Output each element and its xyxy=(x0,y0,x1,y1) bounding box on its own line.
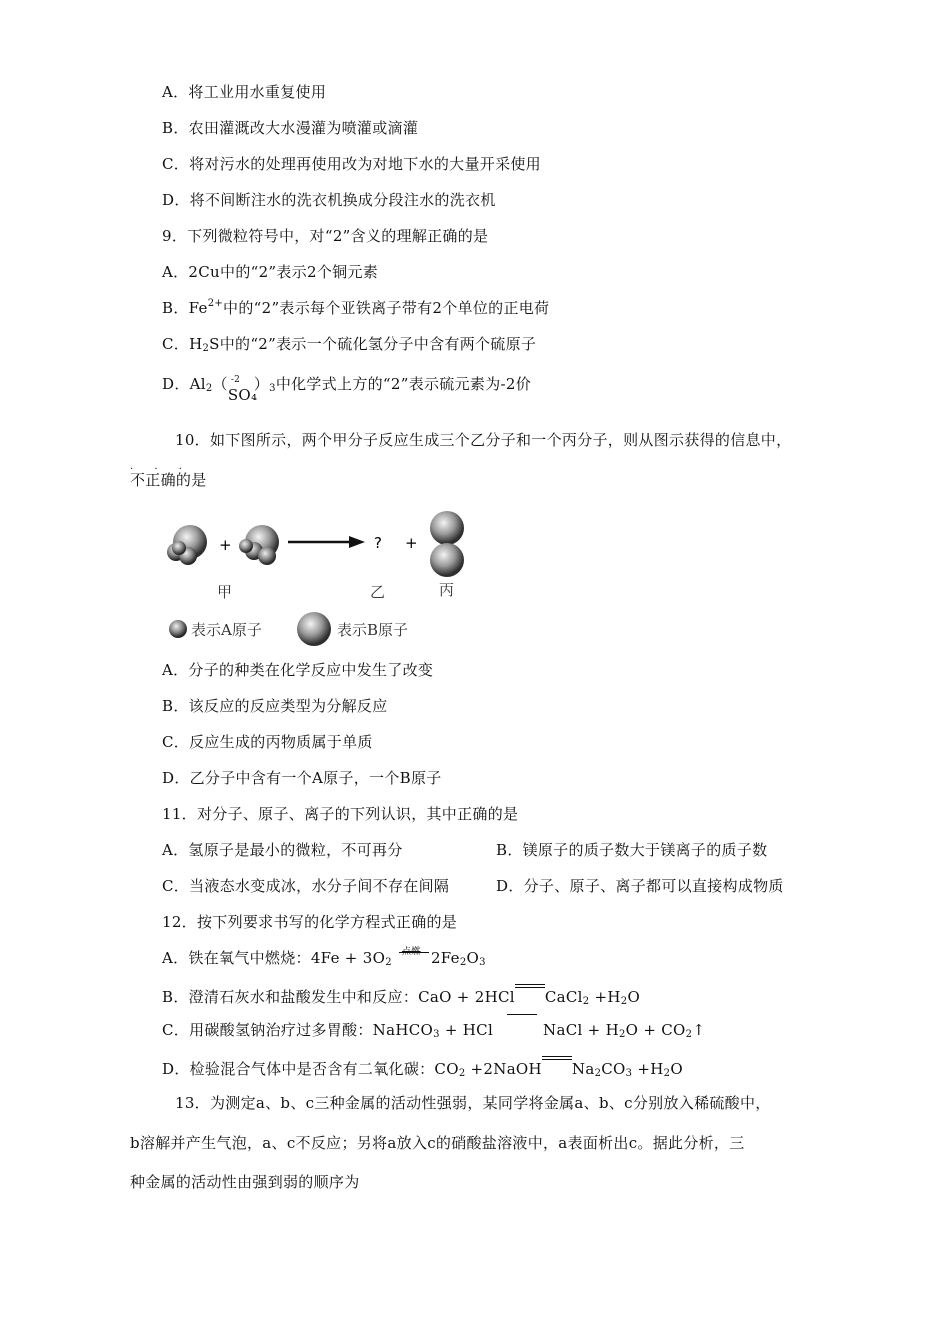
plus-sign-2: + xyxy=(405,534,418,552)
q10-stem-line1: 10．如下图所示，两个甲分子反应生成三个乙分子和一个丙分子，则从图示获得的信息中， xyxy=(175,431,792,449)
q11-option-c: C．当液态水变成冰，水分子间不存在间隔 xyxy=(162,877,450,895)
q10-option-b: B．该反应的反应类型为分解反应 xyxy=(162,697,388,715)
q9-stem: 9．下列微粒符号中，对“2”含义的理解正确的是 xyxy=(162,227,489,245)
molecule-jia-1 xyxy=(167,525,207,565)
q10-option-a: A．分子的种类在化学反应中发生了改变 xyxy=(162,661,434,679)
emphasis-dots: · · · 不正确 xyxy=(130,464,191,489)
q8-option-d: D．将不间断注水的洗衣机换成分段注水的洗衣机 xyxy=(162,191,496,209)
q11-option-d: D．分子、原子、离子都可以直接构成物质 xyxy=(496,877,784,895)
q8-option-a: A．将工业用水重复使用 xyxy=(162,83,327,101)
legend-b-label: 表示B原子 xyxy=(337,621,409,639)
q9-option-c: C．$H_2S$中的“2”表示一个硫化氢分子中含有两个硫原子 xyxy=(162,335,537,354)
q10-option-d: D．乙分子中含有一个A原子，一个B原子 xyxy=(162,769,442,787)
molecule-jia-2 xyxy=(239,525,279,565)
q13-line1: 13．为测定a、b、c三种金属的活动性强弱，某同学将金属a、b、c分别放入稀硫酸中， xyxy=(175,1094,771,1112)
q13-line2: b溶解并产生气泡，a、c不反应；另将a放入c的硝酸盐溶液中，a表面析出c。据此分析，三 xyxy=(130,1134,745,1152)
q8-option-b: B．农田灌溉改大水漫灌为喷灌或滴灌 xyxy=(162,119,419,137)
q12-option-b: B．澄清石灰水和盐酸发生中和反应：CaO + 2HCl CaCl$_2$ $+H_2O$ xyxy=(162,984,640,1007)
q13-line3: 种金属的活动性由强到弱的顺序为 xyxy=(130,1173,360,1191)
plus-sign-1: + xyxy=(219,536,232,554)
reaction-arrow xyxy=(349,536,365,548)
legend-a-atom xyxy=(169,620,187,638)
q10-option-c: C．反应生成的丙物质属于单质 xyxy=(162,733,373,751)
sulfate-group: -2 SO₄ xyxy=(227,375,258,404)
q9-option-a: A．2Cu中的“2”表示2个铜元素 xyxy=(162,263,379,281)
q9-option-d: D．$Al_2$（ -2 SO₄ ）$_3$中化学式上方的“2”表示硫元素为-2价 xyxy=(162,375,532,404)
q12-option-c: C．用碳酸氢钠治疗过多胃酸：NaHCO$_3$ + HCl NaCl + $H_2O$ + $CO_2↑$ xyxy=(162,1020,705,1040)
legend-b-atom xyxy=(297,612,331,646)
q9-option-b: B．$Fe^{2+}$中的“2”表示每个亚铁离子带有2个单位的正电荷 xyxy=(162,298,550,317)
q10-stem-line2: · · · 不正确的是 xyxy=(130,464,207,489)
label-jia: 甲 xyxy=(217,583,233,601)
legend-a-label: 表示A原子 xyxy=(191,621,262,639)
molecule-bing xyxy=(430,511,464,577)
q12-option-a: A．铁在氧气中燃烧：$4Fe + 3O_2$ 点燃 $2Fe_2O_3$ xyxy=(162,947,486,968)
q11-option-a: A．氢原子是最小的微粒，不可再分 xyxy=(162,841,403,859)
q12-option-d: D．检验混合气体中是否含有二氧化碳：$CO_2$ +2NaOH $Na_2CO_3 +H_2O$ xyxy=(162,1056,683,1079)
q12-stem: 12．按下列要求书写的化学方程式正确的是 xyxy=(162,913,458,931)
unknown-molecule-yi: ? xyxy=(374,534,382,552)
label-yi: 乙 xyxy=(370,583,386,601)
label-bing: 丙 xyxy=(439,581,455,599)
condition-ignite: 点燃 xyxy=(397,948,431,968)
q11-stem: 11．对分子、原子、离子的下列认识，其中正确的是 xyxy=(162,805,519,823)
q8-option-c: C．将对污水的处理再使用改为对地下水的大量开采使用 xyxy=(162,155,541,173)
reaction-diagram xyxy=(150,505,490,655)
q11-option-b: B．镁原子的质子数大于镁离子的质子数 xyxy=(496,841,768,859)
